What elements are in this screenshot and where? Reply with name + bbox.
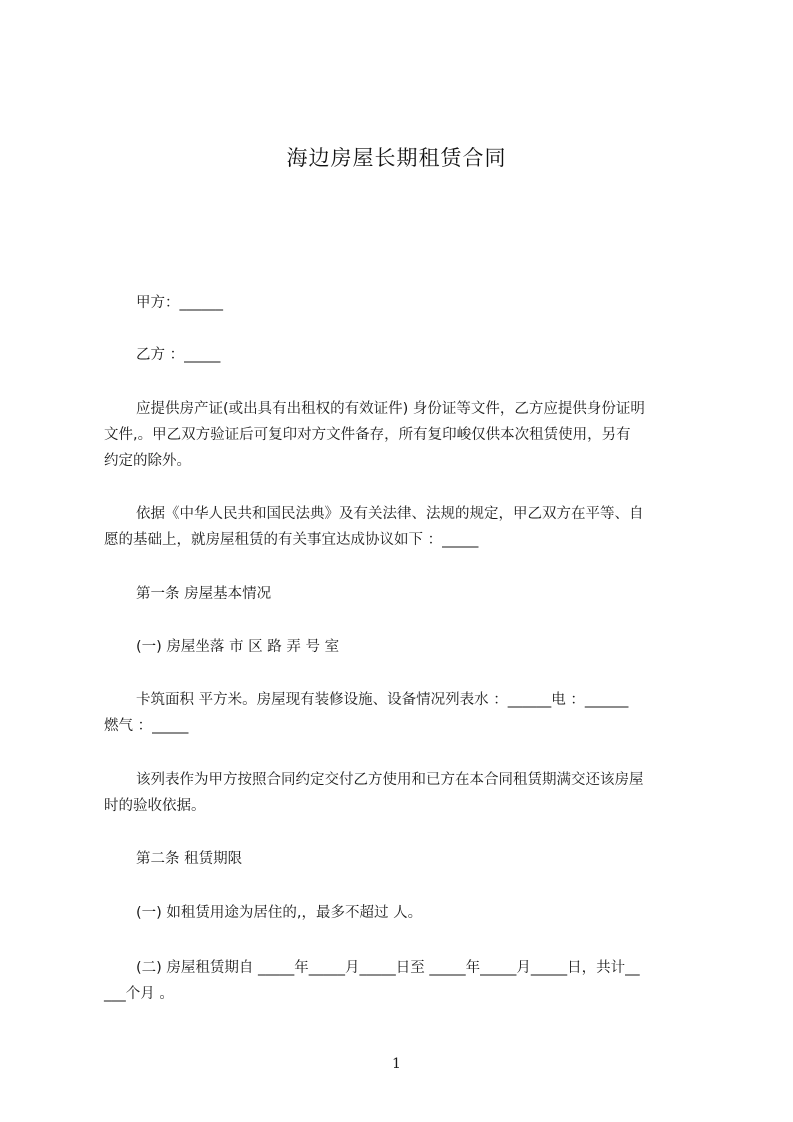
paragraph-inspection-basis xyxy=(104,767,704,819)
paragraph-area-facilities xyxy=(104,687,704,739)
article-2-item-1: (一) 如租赁用途为居住的,，最多不超过 人。 xyxy=(136,905,423,921)
paragraph-line: 该列表作为甲方按照合同约定交付乙方使用和已方在本合同租赁期满交还该房屋 xyxy=(136,772,644,788)
document-title: 海边房屋长期租赁合同 xyxy=(286,146,507,170)
article-2-heading: 第二条 租赁期限 xyxy=(136,851,243,867)
paragraph-line: 愿的基础上，就房屋租赁的有关事宜达成协议如下 ：_____ xyxy=(104,532,479,548)
article-1-item-1: (一) 房屋坐落 市 区 路 弄 号 室 xyxy=(136,639,340,655)
paragraph-line: ___个月 。 xyxy=(104,986,174,1002)
paragraph-line: 燃气 ：_____ xyxy=(104,718,189,734)
paragraph-line: 应提供房产证(或出具有出租权的有效证件) 身份证等文件，乙方应提供身份证明 xyxy=(136,401,645,417)
paragraph-line: 依据《中华人民共和国民法典》及有关法律、法规的规定，甲乙双方在平等、自 xyxy=(136,506,644,522)
article-2-item-2 xyxy=(104,955,704,1007)
paragraph-line: 时的验收依据。 xyxy=(104,798,206,814)
paragraph-line: (二) 房屋租赁期自 _____年_____月_____日至 _____年_____月_____日，共计__ xyxy=(136,960,640,976)
page-number: 1 xyxy=(392,1056,401,1072)
paragraph-line: 文件,。甲乙双方验证后可复印对方文件备存，所有复印峻仅供本次租赁使用，另有 xyxy=(104,427,631,443)
article-1-heading: 第一条 房屋基本情况 xyxy=(136,586,272,602)
party-b-line: 乙方 ：_____ xyxy=(136,347,221,363)
party-a-line: 甲方：______ xyxy=(136,295,223,311)
paragraph-legal-basis xyxy=(104,501,704,553)
paragraph-documents xyxy=(104,396,704,474)
paragraph-line: 卡筑面积 平方米。房屋现有装修设施、设备情况列表水 ：______电 ：______ xyxy=(136,692,629,708)
paragraph-line: 约定的除外。 xyxy=(104,453,191,469)
